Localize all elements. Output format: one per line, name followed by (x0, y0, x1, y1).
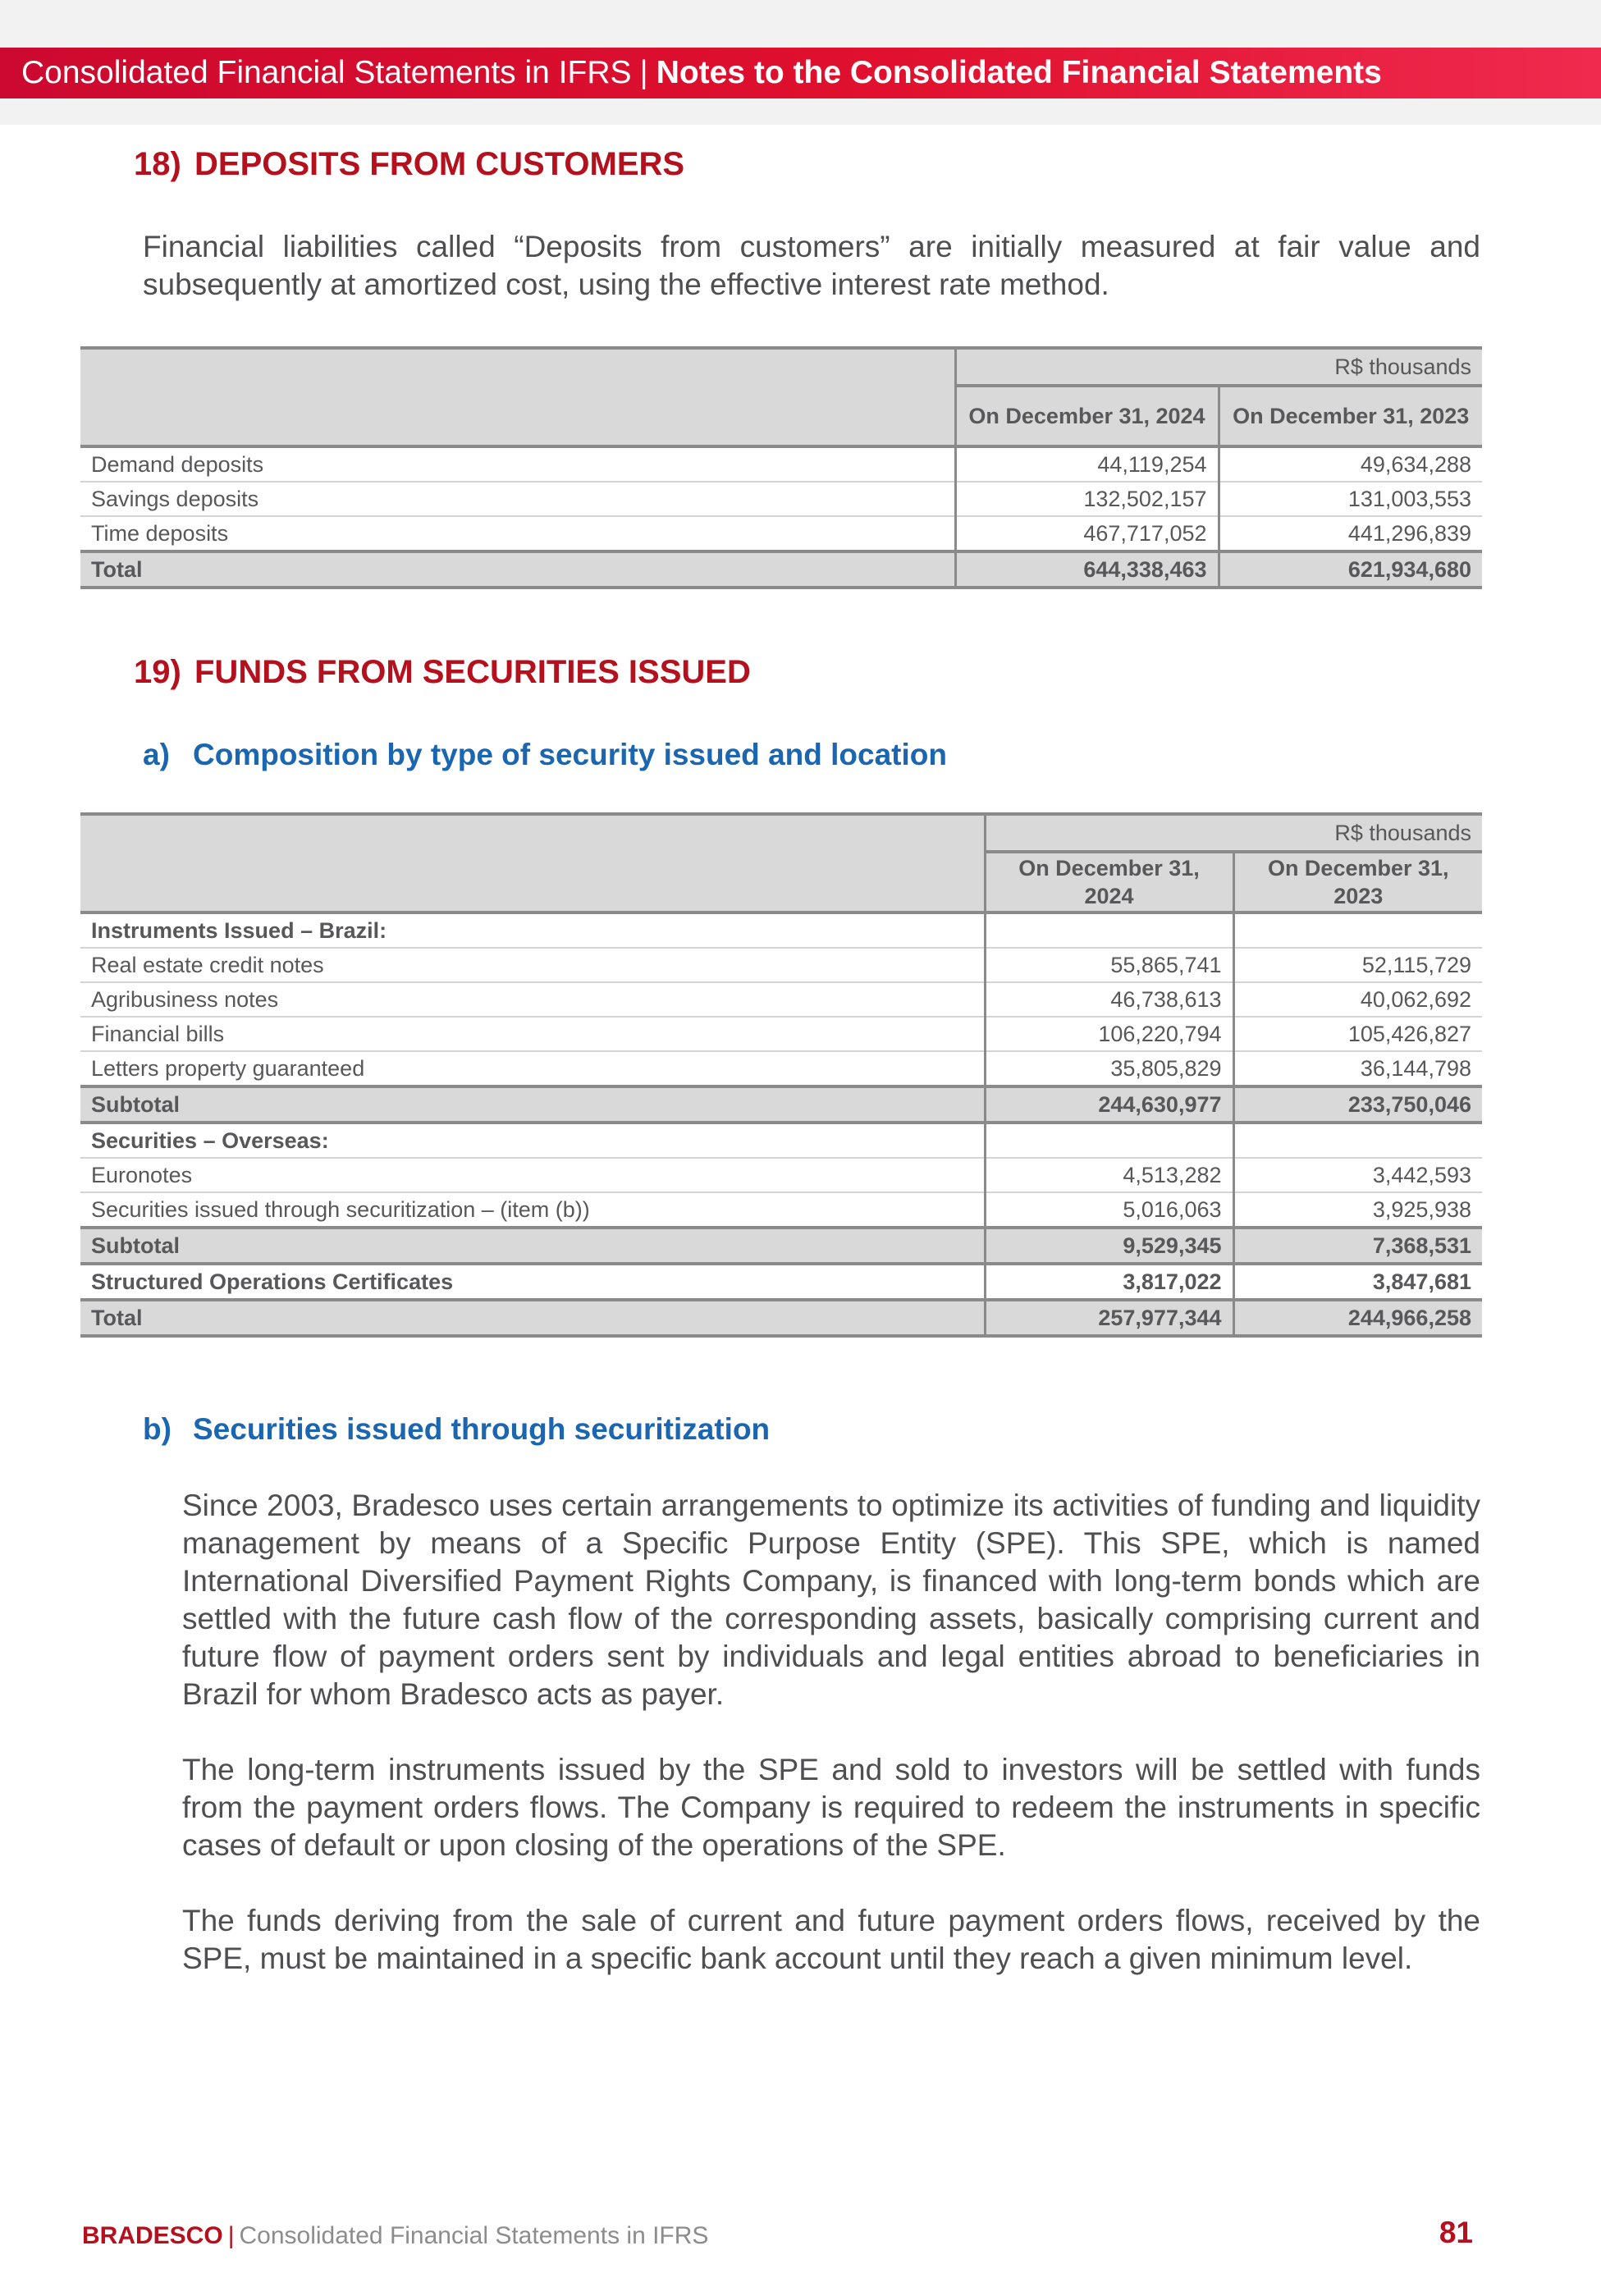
securitization-paragraph-2: The long-term instruments issued by the SPE and sold to investors will be settled with funds from the payment orders flows. The Company is required to redeem the instruments in specific cases of default or upon closing of the operations of the SPE. (182, 1753, 1480, 1862)
row-label: Time deposits (80, 516, 955, 551)
table-header-blank (80, 814, 985, 912)
group-header-brazil (80, 912, 1482, 948)
column-header-2023: On December 31, 2023 (1233, 852, 1482, 912)
row-label: Agribusiness notes (80, 982, 985, 1017)
table-row (80, 482, 1482, 516)
value-2023: 36,144,798 (1233, 1051, 1482, 1086)
table-row (80, 1017, 1482, 1051)
table-row (80, 1158, 1482, 1192)
table-row (80, 516, 1482, 551)
header-section-title: Notes to the Consolidated Financial Statements (656, 55, 1382, 90)
subtotal-2023: 7,368,531 (1233, 1228, 1482, 1264)
value-2023: 49,634,288 (1219, 446, 1482, 482)
total-2023: 244,966,258 (1233, 1300, 1482, 1336)
footer-brand: BRADESCO (82, 2222, 223, 2249)
section-18-number: 18) (134, 146, 181, 182)
value-2024: 3,817,022 (985, 1264, 1233, 1300)
table-row (80, 948, 1482, 982)
group-header-overseas (80, 1123, 1482, 1158)
subsection-b-letter: b) (143, 1412, 172, 1446)
subsection-a-heading (143, 738, 947, 772)
value-2023: 105,426,827 (1233, 1017, 1482, 1051)
column-header-2024: On December 31, 2024 (955, 386, 1219, 446)
empty-cell (985, 1123, 1233, 1158)
value-2024: 35,805,829 (985, 1051, 1233, 1086)
value-2024: 46,738,613 (985, 982, 1233, 1017)
total-2023: 621,934,680 (1219, 551, 1482, 588)
header-banner (0, 48, 1601, 98)
value-2024: 5,016,063 (985, 1192, 1233, 1228)
row-label: Structured Operations Certificates (80, 1264, 985, 1300)
row-label: Demand deposits (80, 446, 955, 482)
subtotal-row-overseas (80, 1228, 1482, 1264)
value-2024: 55,865,741 (985, 948, 1233, 982)
securities-table (80, 812, 1482, 1338)
table-row (80, 1051, 1482, 1086)
header-doc-title: Consolidated Financial Statements in IFRS (21, 55, 632, 90)
value-2023: 3,442,593 (1233, 1158, 1482, 1192)
section-18-heading (134, 146, 684, 183)
subsection-b-title: Securities issued through securitization (193, 1412, 771, 1446)
row-label: Financial bills (80, 1017, 985, 1051)
subsection-b-heading (143, 1412, 770, 1447)
subtotal-2024: 9,529,345 (985, 1228, 1233, 1264)
group-label: Securities – Overseas: (80, 1123, 985, 1158)
table-unit: R$ thousands (985, 814, 1482, 852)
subsection-a-title: Composition by type of security issued and location (193, 738, 947, 771)
value-2023: 441,296,839 (1219, 516, 1482, 551)
section-19-title: FUNDS FROM SECURITIES ISSUED (194, 654, 751, 690)
table-row (80, 1192, 1482, 1228)
row-label: Securities issued through securitization – (item (b)) (80, 1192, 985, 1228)
column-header-2023: On December 31, 2023 (1219, 386, 1482, 446)
total-label: Total (80, 1300, 985, 1336)
value-2024: 44,119,254 (955, 446, 1219, 482)
structured-operations-row (80, 1264, 1482, 1300)
subtotal-row-brazil (80, 1086, 1482, 1123)
footer-doc-title: Consolidated Financial Statements in IFRS (239, 2222, 709, 2249)
table-row (80, 982, 1482, 1017)
section-19-heading (134, 654, 751, 691)
value-2023: 52,115,729 (1233, 948, 1482, 982)
value-2024: 132,502,157 (955, 482, 1219, 516)
row-label: Real estate credit notes (80, 948, 985, 982)
subsection-a-letter: a) (143, 738, 170, 771)
subtotal-2023: 233,750,046 (1233, 1086, 1482, 1123)
total-row (80, 1300, 1482, 1336)
subtotal-label: Subtotal (80, 1086, 985, 1123)
table-header-blank (80, 348, 955, 446)
value-2023: 40,062,692 (1233, 982, 1482, 1017)
section-18-title: DEPOSITS FROM CUSTOMERS (194, 146, 685, 182)
table-unit: R$ thousands (955, 348, 1482, 386)
subtotal-2024: 244,630,977 (985, 1086, 1233, 1123)
deposits-table (80, 346, 1482, 589)
total-label: Total (80, 551, 955, 588)
value-2023: 3,847,681 (1233, 1264, 1482, 1300)
footer (82, 2222, 708, 2250)
securitization-paragraph-1: Since 2003, Bradesco uses certain arrangements to optimize its activities of funding and liquidity management by means of a Specific Purpose Entity (SPE). This SPE, which is named International Diversified Payment Rights Company, is financed with long-term bonds which are settled with the future cash flow of the corresponding assets, basically comprising current and future flow of payment orders sent by individuals and legal entities abroad to beneficiaries in Brazil for whom Bradesco acts as payer. (182, 1489, 1480, 1711)
row-label: Savings deposits (80, 482, 955, 516)
total-2024: 644,338,463 (955, 551, 1219, 588)
row-label: Euronotes (80, 1158, 985, 1192)
section-19-number: 19) (134, 654, 181, 690)
total-2024: 257,977,344 (985, 1300, 1233, 1336)
table-row (80, 446, 1482, 482)
empty-cell (985, 912, 1233, 948)
empty-cell (1233, 912, 1482, 948)
empty-cell (1233, 1123, 1482, 1158)
footer-separator: | (227, 2222, 235, 2249)
row-label: Letters property guaranteed (80, 1051, 985, 1086)
value-2024: 467,717,052 (955, 516, 1219, 551)
value-2023: 131,003,553 (1219, 482, 1482, 516)
total-row (80, 551, 1482, 588)
header-separator: | (639, 55, 648, 90)
value-2024: 106,220,794 (985, 1017, 1233, 1051)
column-header-2024: On December 31, 2024 (985, 852, 1233, 912)
subtotal-label: Subtotal (80, 1228, 985, 1264)
value-2024: 4,513,282 (985, 1158, 1233, 1192)
section-18-intro: Financial liabilities called “Deposits from customers” are initially measured at fair value and subsequently at amortized cost, using the effective interest rate method. (143, 230, 1480, 301)
page-number: 81 (1439, 2216, 1473, 2249)
value-2023: 3,925,938 (1233, 1192, 1482, 1228)
securitization-paragraph-3: The funds deriving from the sale of current and future payment orders flows, received by the SPE, must be maintained in a specific bank account until they reach a given minimum level. (182, 1904, 1480, 1975)
group-label: Instruments Issued – Brazil: (80, 912, 985, 948)
